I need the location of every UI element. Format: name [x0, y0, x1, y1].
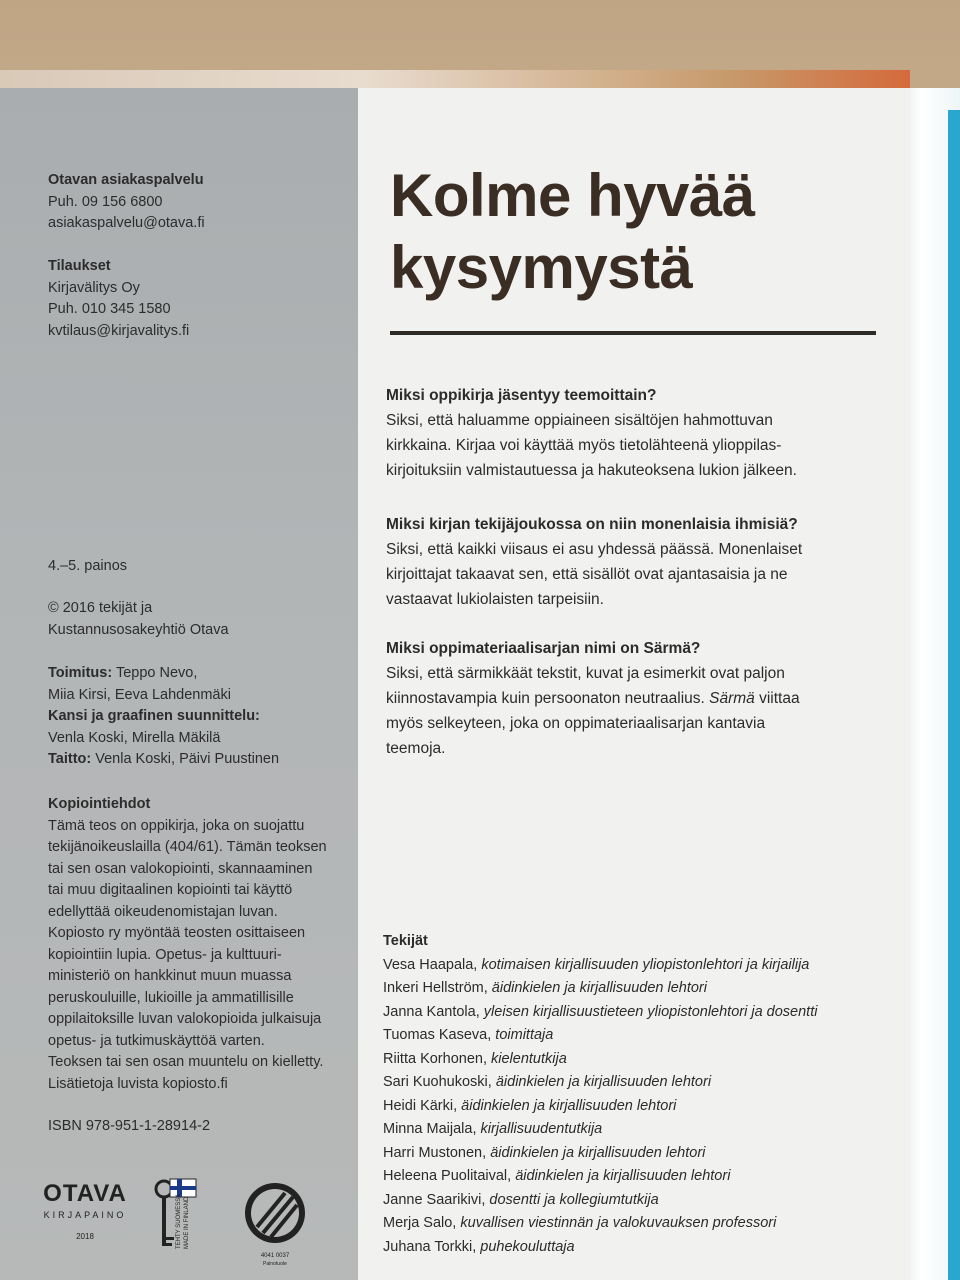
author-name: Harri Mustonen, — [383, 1144, 487, 1161]
answer-line: kiinnostavampia kuin persoonaton neutraalius. — [386, 690, 705, 707]
answer-line: kirjoittajat takaavat sen, että sisällöt ovat ajantasaisia ja ne — [386, 566, 788, 583]
credits-block — [48, 663, 348, 771]
author-row — [383, 1095, 903, 1119]
answer-line: viittaa — [754, 690, 800, 707]
copying-line: ministeriö on hankkinut muun muassa — [48, 968, 292, 984]
copyright-block — [48, 598, 348, 641]
isbn-block — [48, 1116, 348, 1138]
copying-line: tai sen osan valokopiointi, skannaaminen — [48, 860, 313, 877]
answer-line: vastaavat lukiolaisten tarpeisiin. — [386, 591, 604, 608]
author-name: Minna Maijala, — [383, 1121, 477, 1137]
layout-names: Venla Koski, Päivi Puustinen — [91, 751, 280, 767]
answer-line: kirjoituksiin valmistautuessa ja hakuteoksena lukion jälkeen. — [386, 462, 797, 479]
author-row — [383, 1024, 903, 1048]
answer-line: Siksi, että särmikkäät tekstit, kuvat ja esimerkit ovat paljon — [386, 665, 785, 682]
author-name: Janna Kantola, — [383, 1003, 480, 1020]
author-role: kotimaisen kirjallisuuden yliopistonlehtori ja kirjailija — [481, 956, 810, 973]
series-name: Särmä — [709, 690, 755, 707]
svg-text:4041 0037: 4041 0037 — [260, 1253, 290, 1259]
author-row — [383, 1165, 903, 1189]
author-row — [383, 954, 903, 978]
author-name: Juhana Torkki, — [383, 1238, 477, 1255]
author-role: äidinkielen ja kirjallisuuden lehtori — [495, 1074, 712, 1090]
customer-service-block — [48, 170, 348, 235]
copying-line: opetus- ja tutkimuskäyttöä varten. — [48, 1032, 265, 1049]
author-name: Merja Salo, — [383, 1215, 457, 1231]
question: Miksi oppimateriaalisarjan nimi on Särmä? — [386, 640, 701, 657]
title-divider — [390, 331, 876, 335]
copying-line: tekijänoikeuslailla (404/61). Tämän teoksen — [48, 839, 327, 855]
qa-item — [386, 512, 886, 612]
copyright-line: Kustannusosakeyhtiö Otava — [48, 621, 229, 638]
orders-title: Tilaukset — [48, 258, 111, 274]
otava-wordmark: OTAVA — [43, 1180, 127, 1207]
author-role: äidinkielen ja kirjallisuuden lehtori — [491, 980, 707, 996]
author-row — [383, 1142, 903, 1166]
author-role: äidinkielen ja kirjallisuuden lehtori — [515, 1168, 731, 1184]
copying-line: Kopiosto ry myöntää teosten osittaiseen — [48, 925, 306, 941]
author-row — [383, 1118, 903, 1142]
customer-service-email: asiakaspalvelu@otava.fi — [48, 215, 205, 231]
imprint-column — [0, 88, 358, 1280]
author-role: kirjallisuudentutkija — [480, 1121, 603, 1137]
author-role: kuvallisen viestinnän ja valokuvauksen professori — [460, 1215, 777, 1231]
author-name: Heleena Puolitaival, — [383, 1168, 512, 1184]
author-role: yleisen kirjallisuustieteen yliopistonlehtori ja dosentti — [483, 1003, 818, 1020]
copying-line: oppilaitoksille luvan valokopioida julkaisuja — [48, 1011, 322, 1027]
editing-label: Toimitus: — [48, 665, 113, 681]
svg-text:MADE IN FINLAND: MADE IN FINLAND — [184, 1196, 190, 1249]
copying-title: Kopiointiehdot — [48, 796, 151, 812]
copying-block — [48, 794, 348, 1095]
logo-row — [40, 1173, 340, 1280]
page-title-line: kysymystä — [390, 234, 693, 301]
copying-line: kopiointiin lupia. Opetus- ja kulttuuri- — [48, 946, 282, 963]
author-role: äidinkielen ja kirjallisuuden lehtori — [461, 1097, 677, 1114]
nordic-swan-ecolabel-icon — [235, 1173, 315, 1273]
answer-line: kirkkaina. Kirjaa voi käyttää myös tietolähteenä ylioppilas- — [386, 437, 782, 454]
author-name: Inkeri Hellström, — [383, 980, 488, 996]
question: Miksi kirjan tekijäjoukossa on niin monenlaisia ihmisiä? — [386, 516, 798, 533]
edition-text: 4.–5. painos — [48, 558, 128, 574]
qa-item — [386, 383, 886, 483]
design-names: Venla Koski, Mirella Mäkilä — [48, 729, 221, 746]
svg-text:Painotuote: Painotuote — [263, 1261, 287, 1267]
author-name: Tuomas Kaseva, — [383, 1027, 492, 1043]
orders-email: kvtilaus@kirjavalitys.fi — [48, 322, 190, 339]
otava-subtitle: KIRJAPAINO — [43, 1209, 127, 1220]
customer-service-title: Otavan asiakaspalvelu — [48, 172, 204, 188]
design-label: Kansi ja graafinen suunnittelu: — [48, 708, 260, 724]
author-row — [383, 1001, 903, 1025]
page-title — [390, 160, 870, 304]
copying-line: edellyttää oikeudenomistajan luvan. — [48, 903, 278, 920]
author-role: toimittaja — [495, 1027, 554, 1043]
author-role: äidinkielen ja kirjallisuuden lehtori — [490, 1144, 706, 1161]
copying-line: peruskouluille, lukioille ja ammatillisille — [48, 989, 294, 1006]
author-name: Vesa Haapala, — [383, 956, 478, 973]
orders-company: Kirjavälitys Oy — [48, 279, 140, 296]
made-in-finland-key-flag-icon — [150, 1173, 240, 1253]
isbn-text: ISBN 978-951-1-28914-2 — [48, 1118, 211, 1134]
edition-block — [48, 556, 348, 578]
author-name: Riitta Korhonen, — [383, 1050, 487, 1067]
blue-cover-edge — [948, 110, 960, 1280]
author-name: Sari Kuohukoski, — [383, 1074, 492, 1090]
author-row — [383, 977, 903, 1001]
author-role: kielentutkija — [491, 1050, 567, 1067]
svg-text:TEHTY SUOMESSA: TEHTY SUOMESSA — [176, 1193, 182, 1249]
main-column — [358, 88, 910, 1280]
orders-block — [48, 256, 348, 342]
author-row — [383, 1189, 903, 1213]
authors-list — [383, 930, 903, 1259]
book-page — [0, 88, 910, 1280]
editing-names: Teppo Nevo, — [112, 665, 198, 681]
copying-line: Tämä teos on oppikirja, joka on suojattu — [48, 817, 305, 834]
page-title-line: Kolme hyvää — [390, 162, 755, 229]
answer-line: Siksi, että haluamme oppiaineen sisältöjen hahmottuvan — [386, 412, 773, 429]
author-row — [383, 1071, 903, 1095]
answer-line: myös selkeyteen, joka on oppimateriaalisarjan kantavia — [386, 715, 766, 732]
credits-layout — [48, 749, 348, 771]
author-role: dosentti ja kollegiumtutkija — [489, 1191, 659, 1208]
customer-service-phone: Puh. 09 156 6800 — [48, 193, 163, 210]
copying-line: Lisätietoja luvista kopiosto.fi — [48, 1075, 228, 1092]
authors-title: Tekijät — [383, 933, 428, 949]
answer-line-mixed — [386, 686, 886, 711]
author-name: Janne Saarikivi, — [383, 1191, 486, 1208]
otava-logo — [40, 1180, 130, 1248]
otava-year: 2018 — [76, 1232, 94, 1241]
editing-names-cont: Miia Kirsi, Eeva Lahdenmäki — [48, 686, 231, 703]
credits-editing — [48, 663, 348, 685]
author-role: puhekouluttaja — [480, 1238, 575, 1255]
author-row — [383, 1212, 903, 1236]
author-name: Heidi Kärki, — [383, 1097, 458, 1114]
author-row — [383, 1236, 903, 1260]
orders-phone: Puh. 010 345 1580 — [48, 301, 171, 317]
copyright-line: © 2016 tekijät ja — [48, 600, 153, 616]
author-row — [383, 1048, 903, 1072]
answer-line: Siksi, että kaikki viisaus ei asu yhdessä päässä. Monenlaiset — [386, 541, 803, 558]
copying-line: Teoksen tai sen osan muuntelu on kielletty. — [48, 1054, 324, 1070]
question: Miksi oppikirja jäsentyy teemoittain? — [386, 387, 657, 404]
copying-line: tai muu digitaalinen kopiointi tai käyttö — [48, 882, 293, 898]
answer-line: teemoja. — [386, 740, 446, 757]
layout-label: Taitto: — [48, 751, 92, 767]
qa-item — [386, 636, 886, 761]
